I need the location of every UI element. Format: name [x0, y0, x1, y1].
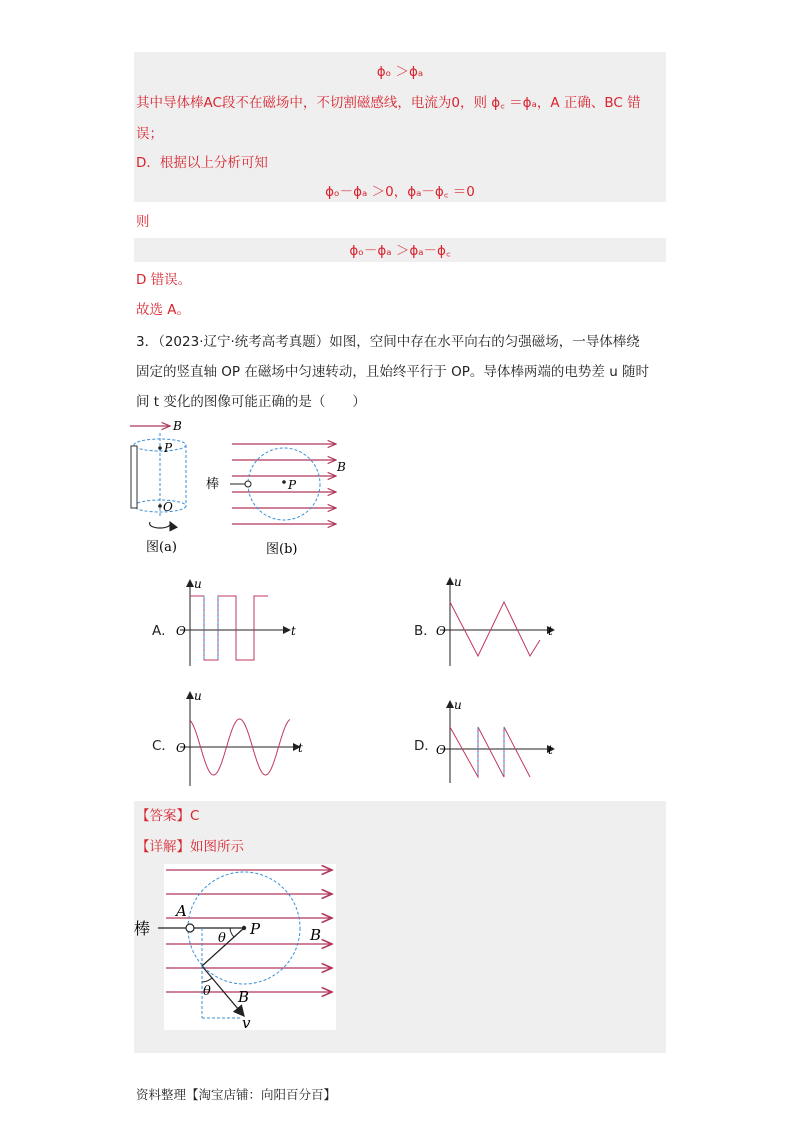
option-c-graph[interactable]	[172, 688, 312, 788]
option-a-graph[interactable]	[172, 574, 312, 669]
question-line-2: 固定的竖直轴 OP 在磁场中匀速转动，且始终平行于 OP。导体棒两端的电势差 u 随时	[136, 364, 650, 380]
fig-c-theta1: θ	[218, 931, 226, 946]
option-b-O: O	[436, 624, 446, 638]
d-wrong-text: D 错误。	[136, 272, 192, 288]
figure-c	[134, 864, 336, 1030]
option-d-graph[interactable]	[432, 697, 562, 787]
option-d-t: t	[548, 743, 553, 757]
fig-a-O: O	[163, 500, 173, 514]
equation-1: ϕₒ ＞ϕₐ	[376, 64, 424, 80]
option-c-t: t	[298, 741, 303, 755]
option-a-t: t	[291, 624, 296, 638]
explain-line	[136, 837, 244, 857]
option-b-u: u	[454, 575, 462, 589]
fig-b-B: B	[337, 460, 346, 474]
option-a-O: O	[176, 624, 186, 638]
question-line-3: 间 t 变化的图像可能正确的是（ ）	[136, 394, 366, 410]
fig-a-caption: 图(a)	[146, 540, 177, 555]
fig-b-P: P	[288, 478, 297, 492]
fig-a-B: B	[173, 419, 182, 433]
option-b-graph[interactable]	[432, 574, 562, 669]
option-d-u: u	[454, 698, 462, 712]
fig-c-A: A	[176, 902, 187, 920]
option-d-O: O	[436, 743, 446, 757]
fig-c-B1: B	[310, 926, 322, 944]
answer-value: C	[190, 808, 200, 824]
answer-tag: 【答案】	[136, 808, 190, 824]
figure-b	[200, 428, 360, 563]
fig-c-v: v	[242, 1014, 251, 1030]
option-a-label[interactable]: A．	[152, 623, 175, 639]
equation-3: ϕₒ－ϕₐ ＞ϕₐ－ϕ꜀	[349, 243, 451, 259]
fig-c-theta2: θ	[203, 984, 211, 999]
fig-c-B2: B	[238, 988, 250, 1006]
footer-text: 资料整理【淘宝店铺：向阳百分百】	[136, 1087, 337, 1102]
solution-line-2: 误；	[136, 126, 163, 142]
answer-line	[136, 806, 199, 826]
fig-c-P: P	[250, 920, 261, 938]
choose-text: 故选 A。	[136, 302, 191, 318]
fig-a-P: P	[164, 441, 173, 455]
fig-c-rod: 棒	[134, 919, 151, 938]
fig-b-caption: 图(b)	[266, 542, 298, 557]
option-c-O: O	[176, 741, 186, 755]
option-b-t: t	[548, 624, 553, 638]
then-text: 则	[136, 214, 150, 230]
option-b-label[interactable]: B．	[414, 623, 437, 639]
option-c-u: u	[194, 689, 202, 703]
explain-tag: 【详解】	[136, 839, 190, 855]
option-c-label[interactable]: C．	[152, 738, 175, 754]
option-d-label[interactable]: D．	[414, 738, 438, 754]
solution-line-1: 其中导体棒AC段不在磁场中，不切割磁感线，电流为0，则 ϕ꜀ ＝ϕₐ，A 正确、BC 错	[136, 95, 641, 111]
equation-2: ϕₒ－ϕₐ ＞0，ϕₐ－ϕ꜀ ＝0	[325, 184, 475, 200]
solution-line-3: D．根据以上分析可知	[136, 155, 268, 171]
question-line-1: 3．（2023·辽宁·统考高考真题）如图，空间中存在水平向右的匀强磁场，一导体棒绕	[136, 334, 640, 350]
option-a-u: u	[194, 577, 202, 591]
fig-b-rod: 棒	[206, 477, 220, 492]
explain-text: 如图所示	[190, 839, 244, 855]
